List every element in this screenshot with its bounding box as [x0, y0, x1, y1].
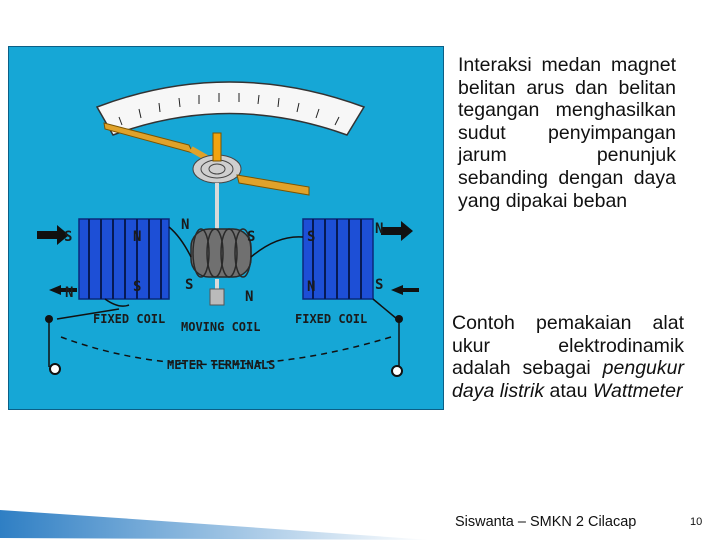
footer-author: Siswanta – SMKN 2 Cilacap — [455, 514, 637, 530]
meter-scale — [97, 82, 364, 135]
page-number: 10 — [690, 516, 703, 528]
damping-vane — [237, 175, 309, 195]
spindle-base — [210, 289, 224, 305]
pole-label: N — [375, 221, 384, 237]
moving-coil-body — [191, 229, 251, 277]
pole-label: N — [181, 217, 190, 233]
pole-label: N — [133, 229, 142, 245]
pole-label: S — [64, 229, 73, 245]
electrodynamic-meter-figure — [8, 46, 444, 410]
pole-label: N — [245, 289, 254, 305]
meter-diagram — [9, 47, 443, 409]
pole-label: S — [247, 229, 256, 245]
pointer-needle — [104, 123, 193, 153]
terminal-left — [50, 364, 60, 374]
paragraph-2 — [452, 312, 684, 402]
pole-label: S — [375, 277, 384, 293]
pole-label: S — [307, 229, 316, 245]
fixed-coil-left-label: FIXED COIL — [93, 312, 166, 326]
terminal-dot-left — [45, 315, 53, 323]
meter-terminals-label: METER TERMINALS — [167, 358, 276, 372]
paragraph-2-end: Wattmeter — [592, 379, 683, 402]
paragraph-1: Interaksi medan magnet belitan arus dan belitan tegangan menghasilkan sudut penyimpangan jarum penunjuk sebanding dengan daya yang dipakai beban — [458, 54, 676, 212]
decorative-swoosh — [0, 460, 440, 540]
pole-label: S — [133, 279, 142, 295]
pivot — [213, 133, 221, 161]
pole-label: N — [307, 279, 316, 295]
moving-coil-label: MOVING COIL — [181, 320, 261, 334]
example-paragraph — [452, 312, 684, 402]
paragraph-2-italic: pengukur daya listrik — [452, 357, 684, 402]
paragraph-2-mid: atau — [544, 379, 593, 402]
description-paragraph — [458, 54, 676, 212]
fixed-coil-right-label: FIXED COIL — [295, 312, 368, 326]
pole-label: S — [185, 277, 194, 293]
paragraph-2-start: Contoh pemakaian alat ukur elektrodinamik adalah sebagai — [452, 312, 684, 380]
pole-label: N — [65, 285, 74, 301]
terminal-right — [392, 366, 402, 376]
fixed-coil-left-body — [79, 219, 169, 299]
terminal-dot-right — [395, 315, 403, 323]
